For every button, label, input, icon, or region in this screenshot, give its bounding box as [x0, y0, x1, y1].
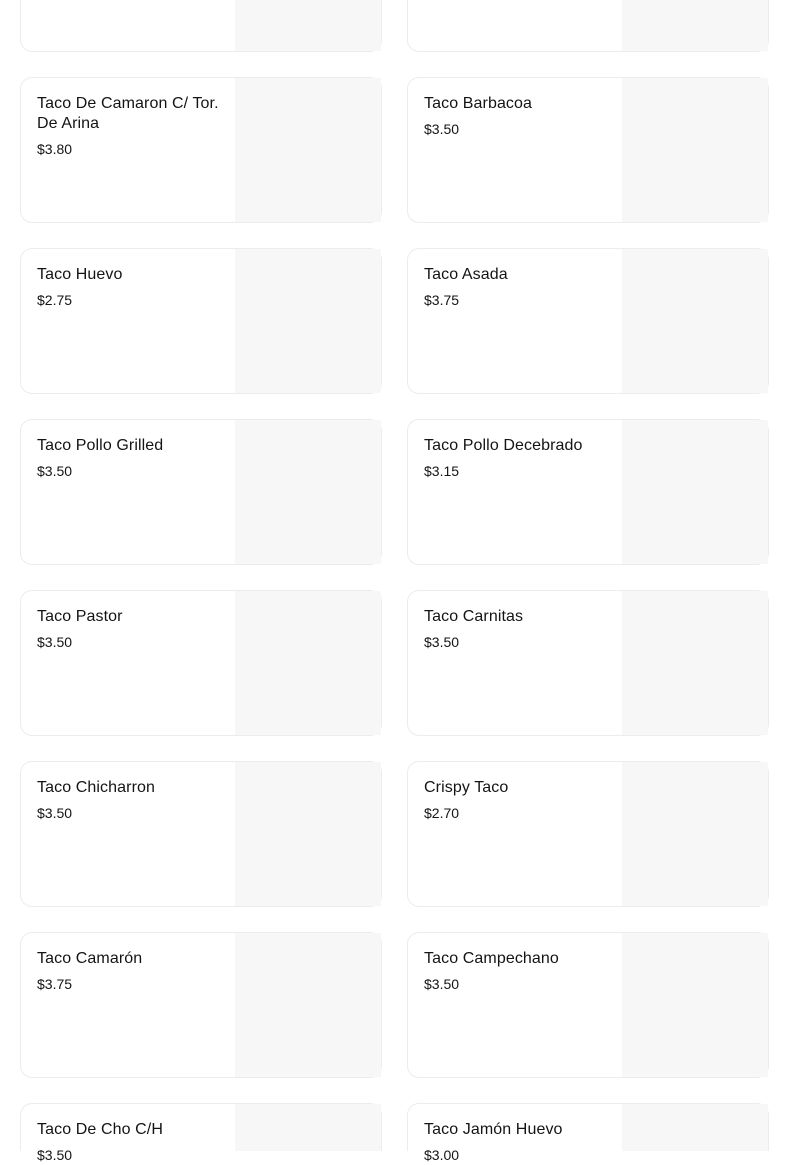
menu-item-image [235, 78, 381, 222]
menu-item-name: Taco Pollo Grilled [37, 437, 164, 454]
menu-item-image [235, 420, 381, 564]
menu-item-card[interactable] [20, 248, 382, 394]
menu-item-image [235, 933, 381, 1077]
menu-item-name: Crispy Taco [424, 779, 509, 796]
menu-item-name: Taco Barbacoa [424, 95, 533, 112]
menu-item-name: Taco Asada [424, 266, 508, 283]
menu-item-info [424, 265, 608, 310]
menu-item-info [37, 265, 221, 310]
menu-item-name: Taco De Camaron C/ Tor. De Arina [37, 95, 219, 132]
menu-item-name: Taco Camarón [37, 950, 143, 967]
menu-item-card[interactable] [20, 77, 382, 223]
menu-item-price: $3.50 [424, 121, 460, 137]
menu-item-info [37, 778, 221, 823]
menu-item-name: Taco Campechano [424, 950, 559, 967]
menu-item-image [235, 762, 381, 906]
menu-item-name: Taco Pastor [37, 608, 123, 625]
menu-item-image [622, 591, 768, 735]
menu-item-price: $3.00 [424, 1147, 460, 1163]
menu-item-card[interactable] [20, 0, 382, 52]
menu-item-price: $3.80 [37, 141, 73, 157]
menu-item-price: $3.50 [37, 463, 73, 479]
menu-item-price: $3.50 [37, 634, 73, 650]
menu-item-image [235, 1104, 381, 1151]
menu-item-card[interactable] [407, 590, 769, 736]
menu-item-card[interactable] [20, 761, 382, 907]
menu-item-name: Taco De Cho C/H [37, 1121, 163, 1138]
menu-item-card[interactable] [20, 932, 382, 1078]
menu-item-image [622, 249, 768, 393]
menu-item-name: Taco Carnitas [424, 608, 524, 625]
menu-item-info [37, 436, 221, 481]
menu-item-card[interactable] [407, 248, 769, 394]
menu-item-info [424, 94, 608, 139]
menu-item-image [622, 1104, 768, 1151]
menu-item-info [424, 1120, 608, 1165]
menu-item-card[interactable] [20, 419, 382, 565]
menu-item-price: $3.50 [37, 1147, 73, 1163]
menu-item-price: $3.50 [424, 634, 460, 650]
menu-item-price: $3.75 [37, 976, 73, 992]
menu-item-image [622, 762, 768, 906]
menu-item-name: Taco Jamón Huevo [424, 1121, 563, 1138]
menu-item-info [424, 607, 608, 652]
menu-item-info [424, 436, 608, 481]
menu-item-image [622, 420, 768, 564]
menu-item-name: Taco Pollo Decebrado [424, 437, 583, 454]
menu-item-image [235, 0, 381, 51]
menu-item-price: $3.15 [424, 463, 460, 479]
menu-item-card[interactable] [20, 590, 382, 736]
menu-item-card[interactable] [407, 932, 769, 1078]
menu-item-name: Taco Chicharron [37, 779, 155, 796]
menu-item-price: $2.75 [37, 292, 73, 308]
menu-item-image [622, 933, 768, 1077]
menu-item-price: $2.70 [424, 805, 460, 821]
menu-item-price: $3.50 [37, 805, 73, 821]
menu-item-info [424, 949, 608, 994]
menu-item-card[interactable] [407, 77, 769, 223]
menu-item-info [37, 94, 221, 159]
menu-item-image [235, 591, 381, 735]
menu-item-info [37, 949, 221, 994]
menu-item-price: $3.75 [424, 292, 460, 308]
menu-item-card[interactable] [407, 1103, 769, 1163]
menu-item-price: $3.50 [424, 976, 460, 992]
menu-item-image [235, 249, 381, 393]
menu-item-image [622, 78, 768, 222]
menu-item-card[interactable] [407, 761, 769, 907]
menu-item-name: Taco Huevo [37, 266, 123, 283]
menu-item-card[interactable] [407, 419, 769, 565]
menu-item-info [37, 1120, 221, 1165]
menu-item-info [37, 607, 221, 652]
menu-item-image [622, 0, 768, 51]
menu-item-card[interactable] [407, 0, 769, 52]
menu-item-card[interactable] [20, 1103, 382, 1163]
menu-item-info [424, 778, 608, 823]
